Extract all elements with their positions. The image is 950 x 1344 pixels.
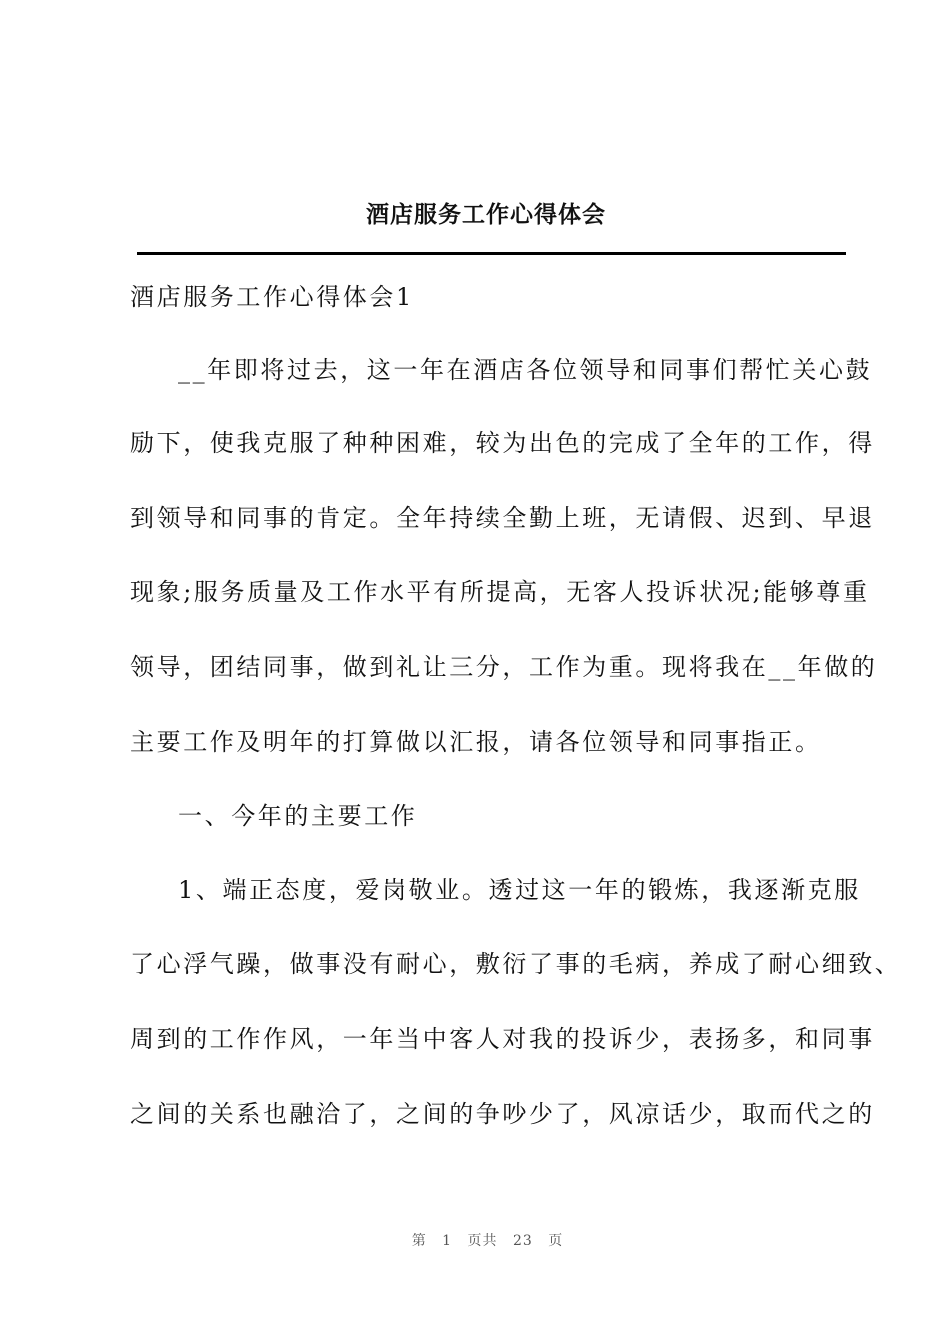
page-title: 酒店服务工作心得体会 bbox=[366, 202, 606, 228]
page-footer: 第 1 页共 23 页 bbox=[411, 1233, 564, 1249]
paragraph-line: 主要工作及明年的打算做以汇报，请各位领导和同事指正。 bbox=[130, 728, 822, 756]
section-heading: 酒店服务工作心得体会1 bbox=[130, 283, 414, 311]
paragraph-line: 到领导和同事的肯定。全年持续全勤上班，无请假、迟到、早退 bbox=[130, 504, 875, 532]
paragraph-line: 之间的关系也融洽了，之间的争吵少了，风凉话少，取而代之的 bbox=[130, 1100, 875, 1128]
paragraph-line: 领导，团结同事，做到礼让三分，工作为重。现将我在__年做的 bbox=[130, 653, 878, 681]
paragraph-line: 周到的工作作风，一年当中客人对我的投诉少，表扬多，和同事 bbox=[130, 1025, 875, 1053]
paragraph-line: 了心浮气躁，做事没有耐心，敷衍了事的毛病，养成了耐心细致、 bbox=[130, 950, 902, 978]
subsection-heading: 一、今年的主要工作 bbox=[178, 802, 418, 830]
paragraph-line: 励下，使我克服了种种困难，较为出色的完成了全年的工作，得 bbox=[130, 429, 875, 457]
title-underline bbox=[137, 252, 846, 255]
paragraph-line: 1、端正态度，爱岗敬业。透过这一年的锻炼，我逐渐克服 bbox=[178, 876, 861, 904]
paragraph-line: 现象;服务质量及工作水平有所提高，无客人投诉状况;能够尊重 bbox=[130, 578, 870, 606]
paragraph-line: __年即将过去，这一年在酒店各位领导和同事们帮忙关心鼓 bbox=[178, 356, 873, 384]
